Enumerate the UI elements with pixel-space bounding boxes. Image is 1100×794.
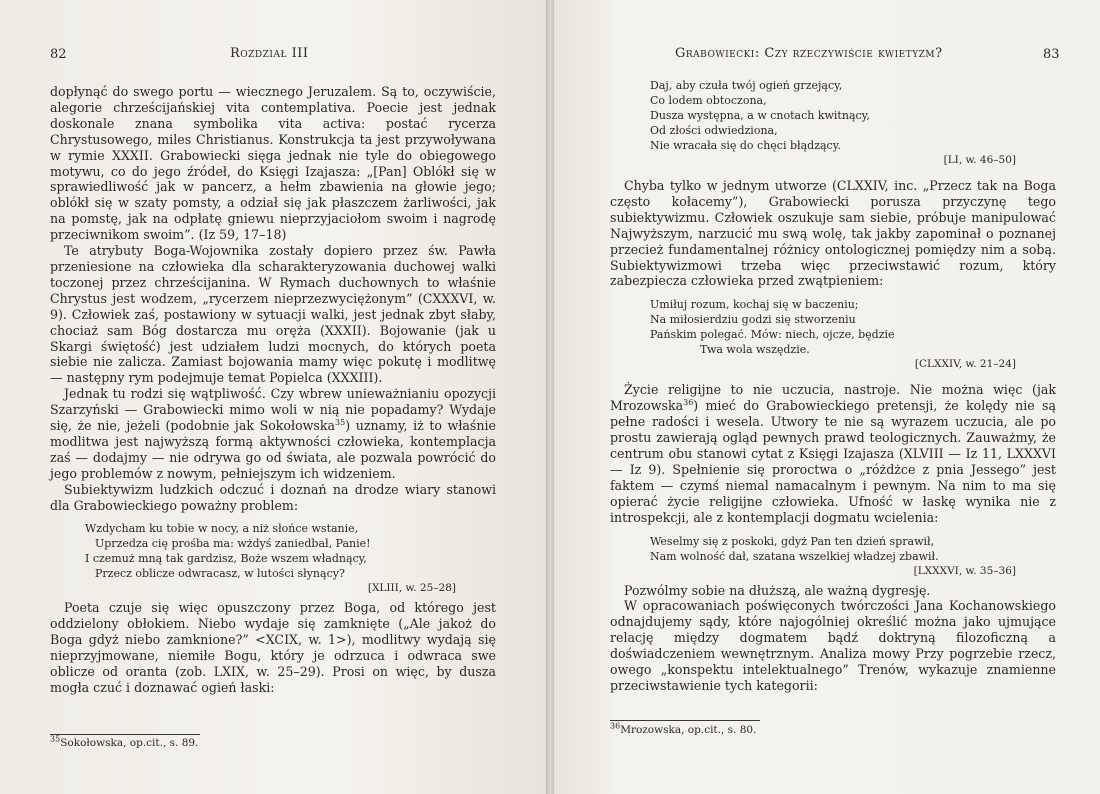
verse-line: Od złości odwiedziona, xyxy=(650,124,778,137)
footnote-text: Mrozowska, op.cit., s. 80. xyxy=(620,724,757,736)
footnote xyxy=(610,721,757,736)
footnote xyxy=(50,734,199,749)
footnote-number: 35 xyxy=(50,734,61,744)
right-page-body xyxy=(610,74,1056,694)
paragraph-text: Życie religijne to nie uczucia, nastroje. Nie można więc (jak Mrozowska xyxy=(610,382,1056,414)
verse-citation: [CLXXIV, w. 21–24] xyxy=(914,358,1016,371)
page-number-right: 83 xyxy=(1043,47,1060,62)
paragraph: dopłynąć do swego portu — wiecznego Jeruzalem. Są to, oczywiście, alegorie chrześcijańskiej vita contemplativa. Poecie jest jednak doskonale znana symbolika vita activa: postać rycerza Chrystusowego, miles Christianus. Konstrukcja ta jest przywoływana w rymie XXXII. Grabowiecki sięga jednak nie tyle do obiegowego motywu, co do jego źródeł, do Księgi Izajasza: „[Pan] Oblókł się w sprawiedliwość jak w pancerz, a hełm zbawienia na głowie jego; oblókł się w szaty pomsty, a odział się jak płaszczem żarliwości, jak na pomstę, jak na odpłatę gniewu nieprzyjaciołom swoim i nagrodę przeciwnikom swoim”. (Iz 59, 17–18) xyxy=(50,84,496,243)
paragraph xyxy=(610,382,1056,525)
paragraph-text: Jednak tu rodzi się wątpliwość. Czy wbrew unieważnianiu opozycji Szarzyński — Grabowiecki mimo woli w nią nie popadamy? Wydaje się, że nie, jeżeli (podobnie jak Sokołowska xyxy=(50,386,496,434)
verse-citation: [LXXXVI, w. 35–36] xyxy=(913,564,1016,577)
footnote-ref[interactable]: 35 xyxy=(335,417,346,427)
verse-line: Na miłosierdziu godzi się stworzeniu xyxy=(650,313,856,327)
left-page-body xyxy=(50,84,496,696)
verse-line: Wzdycham ku tobie w nocy, a niż słońce wstanie, xyxy=(85,522,359,536)
page-number-left: 82 xyxy=(50,47,67,62)
paragraph: Pozwólmy sobie na dłuższą, ale ważną dygresję. xyxy=(624,582,931,598)
paragraph: Te atrybuty Boga-Wojownika zostały dopiero przez św. Pawła przeniesione na człowieka dla scharakteryzowania duchowej walki toczonej przez chrześcijanina. W Rymach duchownych to właśnie Chrystus jest wodzem, „rycerzem nieprzezwyciężonym” (CXXXVI, w. 9). Człowiek zaś, postawiony w sytuacji walki, jest jednak zbyt słaby, chociaż sam Bóg dostarcza mu oręża (XXXII). Bojowanie (jak u Skargi świętość) jest udziałem ludzi mocnych, do których poeta siebie nie zalicza. Zamiast bojowania mamy więc pokutę i modlitwę — następny rym podejmuje temat Popielca (XXXIII). xyxy=(50,243,496,386)
verse-quote xyxy=(610,534,1056,579)
footnote-number: 36 xyxy=(610,721,621,731)
paragraph-text: ) mieć do Grabowieckiego pretensji, że kolędy nie są pełne radości i wesela. Utwory te nie są wyrazem uczucia, ale po prostu zawierają ogląd pewnych prawd teologicznych. Zauważmy, że centrum obu stanowi cytat z Księgi Izajasza (XLVIII — Iz 11, LXXXVI — Iz 9). Spełnienie się proroctwa o „różdżce z pnia Jessego” jest faktem — czymś niemal namacalnym i pewnym. Na nim to ma się opierać życie religijne człowieka. Ufność w łaskę wynika nie z introspekcji, ale z kontemplacji dogmatu wcielenia: xyxy=(610,398,1056,525)
paragraph: Poeta czuje się więc opuszczony przez Boga, od którego jest oddzielony obłokiem. Niebo wydaje się zamknięte („Ale jakoż do Boga gdyż niebo zamknione?” <XCIX, w. 1>), modlitwy wydają się nieprzyjmowane, niemiłe Bogu, który je odrzuca i odwraca swe oblicze od oranta (zob. LXIX, w. 25–29). Prosi on więc, by dusza mogła czuć i doznawać ogień łaski: xyxy=(50,600,496,695)
paragraph: W opracowaniach poświęconych twórczości Jana Kochanowskiego odnajdujemy sądy, które najogólniej określić można jako ujmujące relację między dogmatem bądź doktryną filozoficzną a doświadczeniem wewnętrznym. Analiza mowy Przy pogrzebie rzecz, owego „konspektu intelektualnego” Trenów, wykazuje znamienne przeciwstawienie tych kategorii: xyxy=(610,598,1056,693)
verse-citation: [XLIII, w. 25–28] xyxy=(367,582,456,595)
footnote-rule xyxy=(50,734,200,735)
verse-line: Przecz oblicze odwracasz, w lutości słynący? xyxy=(95,567,345,581)
verse-quote xyxy=(610,297,1056,372)
verse-line: Umiłuj rozum, kochaj się w baczeniu; xyxy=(650,298,859,312)
verse-line: Nie wracała się do chęci błądzący. xyxy=(650,139,841,152)
verse-line: Nam wolność dał, szatana wszelkiej władzej zbawił. xyxy=(650,549,939,563)
verse-line: Uprzedza cię prośba ma: wżdyś zaniedbał, Panie! xyxy=(95,537,371,551)
footnote-text: Sokołowska, op.cit., s. 89. xyxy=(60,737,199,749)
verse-line: Daj, aby czuła twój ogień grzejący, xyxy=(650,79,843,92)
paragraph: Subiektywizm ludzkich odczuć i doznań na drodze wiary stanowi dla Grabowieckiego poważny problem: xyxy=(50,481,496,513)
verse-line: Weselmy się z poskoki, gdyż Pan ten dzień sprawił, xyxy=(650,534,935,548)
running-header-left: Rozdział III xyxy=(230,46,309,61)
verse-quote xyxy=(50,521,496,596)
verse-line: I czemuż mną tak gardzisz, Boże wszem władnący, xyxy=(85,552,367,566)
verse-line: Co lodem obtoczona, xyxy=(650,94,767,107)
verse-quote xyxy=(610,78,1056,168)
paragraph: Chyba tylko w jednym utworze (CLXXIV, inc. „Przecz tak na Boga często kołacemy”), Grabowiecki porusza przyczynę tego subiektywizmu. Człowiek oszukuje sam siebie, próbuje manipulować Najwyższym, narzucić mu swą wolę, tak jakby zapominał o poznanej przecież fundamentalnej różnicy ontologicznej pomiędzy nim a sobą. Subiektywizmowi trzeba więc przeciwstawić rozum, który zabezpiecza człowieka przed zwątpieniem: xyxy=(610,178,1056,289)
footnote-ref[interactable]: 36 xyxy=(683,398,694,408)
verse-line: Pańskim polegać. Mów: niech, ojcze, będzie xyxy=(650,328,895,342)
verse-citation: [LI, w. 46–50] xyxy=(943,154,1016,166)
paragraph xyxy=(50,386,496,481)
verse-line: Dusza występna, a w cnotach kwitnący, xyxy=(650,109,870,122)
running-header-right: Grabowiecki: Czy rzeczywiście kwietyzm? xyxy=(675,46,943,61)
footnote-rule xyxy=(610,720,760,721)
right-page xyxy=(550,0,1100,794)
book-gutter xyxy=(546,0,554,794)
verse-line: Twa wola wszędzie. xyxy=(700,343,810,357)
paragraph-text: ) uznamy, iż to właśnie modlitwa jest najwyższą formą aktywności człowieka, kontemplacja zaś — dodajmy — nie odrywa go od świata, ale pozwala powrócić do jego problemów z nowym, pełniejszym ich widzeniem. xyxy=(50,418,496,481)
